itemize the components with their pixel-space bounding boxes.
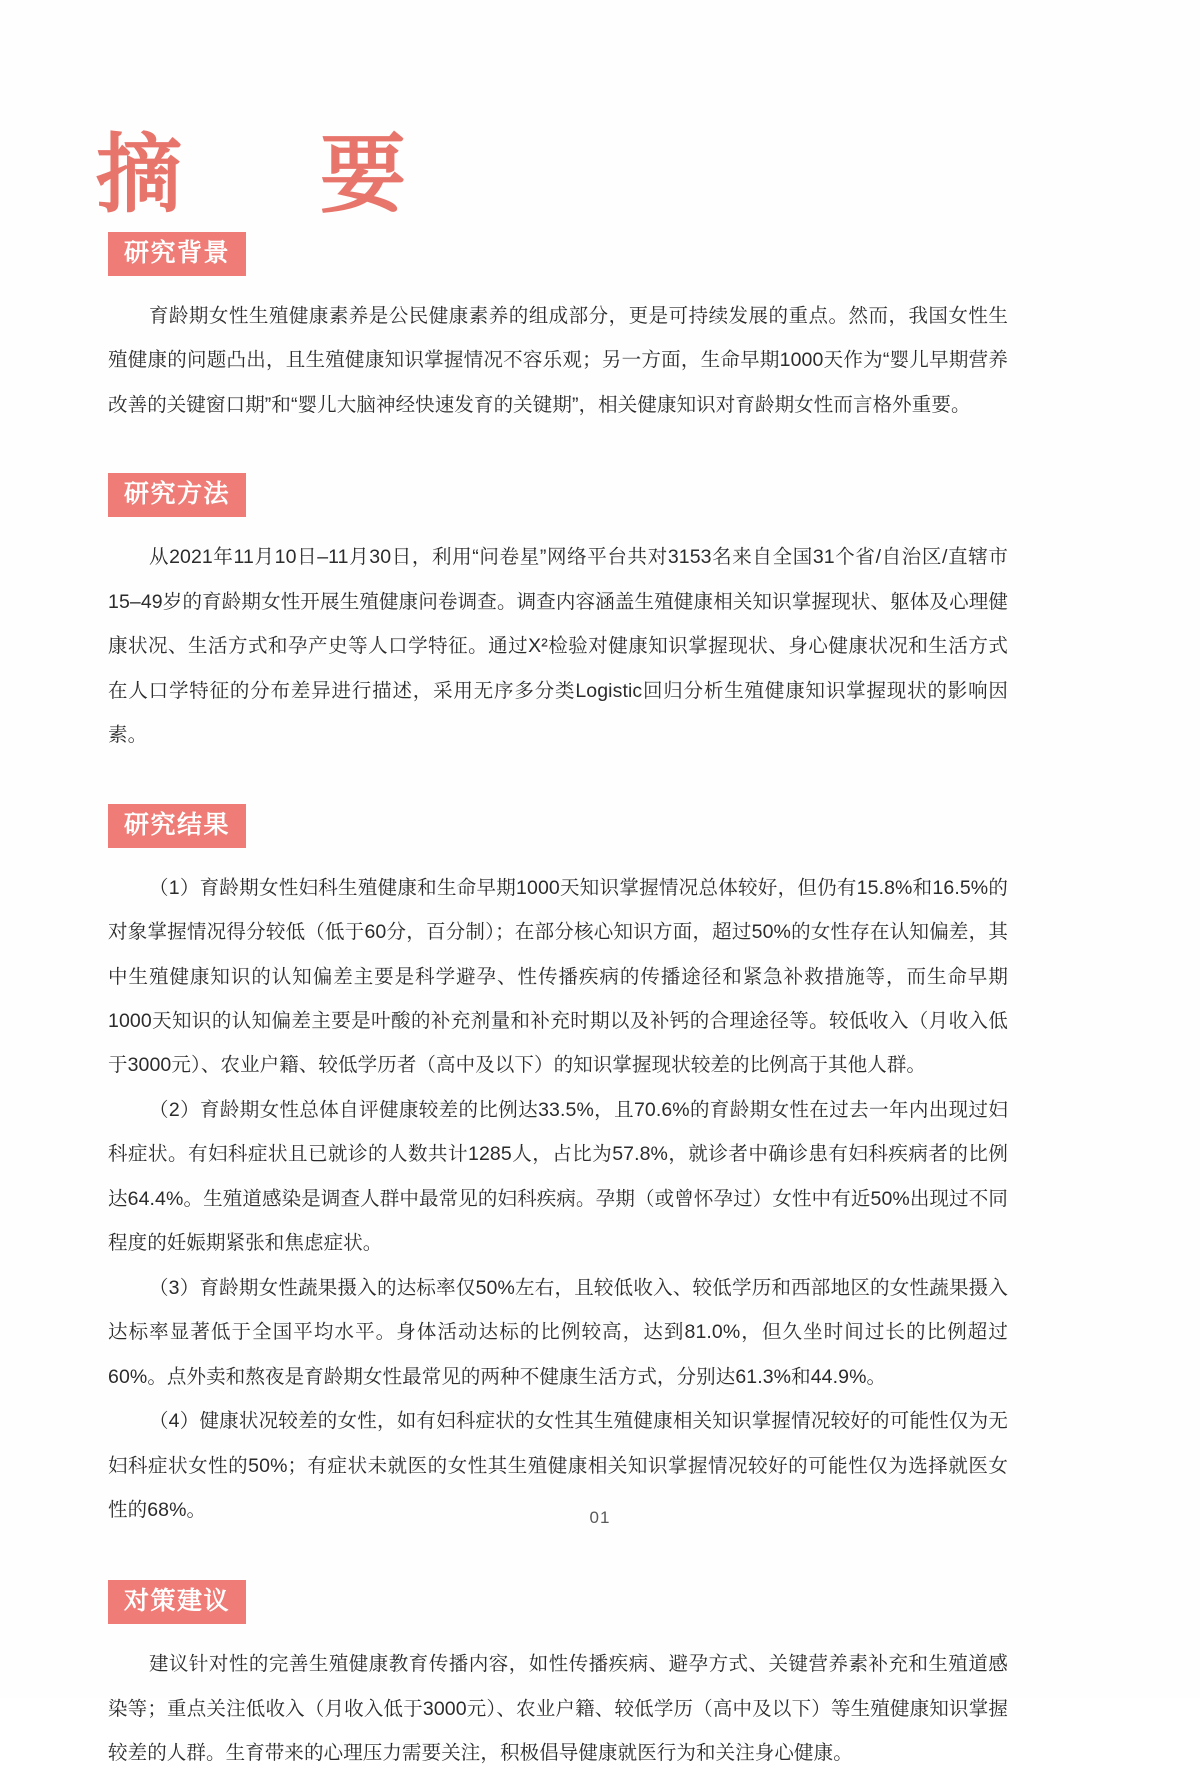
section-body-research-methods bbox=[108, 535, 1008, 757]
paragraph: 从2021年11月10日–11月30日，利用“问卷星”网络平台共对3153名来自全国31个省/自治区/直辖市15–49岁的育龄期女性开展生殖健康问卷调查。调查内容涵盖生殖健康相关知识掌握现状、躯体及心理健康状况、生活方式和孕产史等人口学特征。通过X²检验对健康知识掌握现状、身心健康状况和生活方式在人口学特征的分布差异进行描述，采用无序多分类Logistic回归分析生殖健康知识掌握现状的影响因素。 bbox=[108, 546, 1008, 747]
page-number: 01 bbox=[589, 1508, 611, 1527]
paragraph: （1）育龄期女性妇科生殖健康和生命早期1000天知识掌握情况总体较好，但仍有15.8%和16.5%的对象掌握情况得分较低（低于60分，百分制）；在部分核心知识方面，超过50%的女性存在认知偏差，其中生殖健康知识的认知偏差主要是科学避孕、性传播疾病的传播途径和紧急补救措施等，而生命早期1000天知识的认知偏差主要是叶酸的补充剂量和补充时期以及补钙的合理途径等。较低收入（月收入低于3000元）、农业户籍、较低学历者（高中及以下）的知识掌握现状较差的比例高于其他人群。 bbox=[108, 876, 1008, 1077]
paragraph: 建议针对性的完善生殖健康教育传播内容，如性传播疾病、避孕方式、关键营养素补充和生殖道感染等；重点关注低收入（月收入低于3000元）、农业户籍、较低学历（高中及以下）等生殖健康知识掌握较差的人群。生育带来的心理压力需要关注，积极倡导健康就医行为和关注身心健康。 bbox=[108, 1653, 1008, 1765]
page-title: 摘 要 bbox=[96, 126, 432, 223]
section-policy-recommendations bbox=[0, 1580, 1200, 1775]
section-body-research-results bbox=[108, 866, 1008, 1533]
section-research-results bbox=[0, 804, 1200, 1533]
abstract-content bbox=[0, 232, 1200, 1776]
section-research-methods bbox=[0, 473, 1200, 757]
section-research-background bbox=[0, 232, 1200, 427]
section-header-research-methods: 研究方法 bbox=[108, 473, 246, 517]
paragraph: （4）健康状况较差的女性，如有妇科症状的女性其生殖健康相关知识掌握情况较好的可能性仅为无妇科症状女性的50%；有症状未就医的女性其生殖健康相关知识掌握情况较好的可能性仅为选择就医女性的68%。 bbox=[108, 1410, 1008, 1521]
section-body-policy-recommendations bbox=[108, 1642, 1008, 1775]
section-header-research-background: 研究背景 bbox=[108, 232, 246, 276]
paragraph: （3）育龄期女性蔬果摄入的达标率仅50%左右，且较低收入、较低学历和西部地区的女性蔬果摄入达标率显著低于全国平均水平。身体活动达标的比例较高，达到81.0%，但久坐时间过长的比例超过60%。点外卖和熬夜是育龄期女性最常见的两种不健康生活方式，分别达61.3%和44.9%。 bbox=[108, 1276, 1008, 1388]
section-body-research-background bbox=[108, 294, 1008, 427]
section-header-research-results: 研究结果 bbox=[108, 804, 246, 848]
paragraph: （2）育龄期女性总体自评健康较差的比例达33.5%，且70.6%的育龄期女性在过去一年内出现过妇科症状。有妇科症状且已就诊的人数共计1285人，占比为57.8%，就诊者中确诊患有妇科疾病者的比例达64.4%。生殖道感染是调查人群中最常见的妇科疾病。孕期（或曾怀孕过）女性中有近50%出现过不同程度的妊娠期紧张和焦虑症状。 bbox=[108, 1098, 1008, 1255]
paragraph: 育龄期女性生殖健康素养是公民健康素养的组成部分，更是可持续发展的重点。然而，我国女性生殖健康的问题凸出，且生殖健康知识掌握情况不容乐观；另一方面，生命早期1000天作为“婴儿早期营养改善的关键窗口期”和“婴儿大脑神经快速发育的关键期”，相关健康知识对育龄期女性而言格外重要。 bbox=[108, 305, 1008, 416]
section-header-policy-recommendations: 对策建议 bbox=[108, 1580, 246, 1624]
